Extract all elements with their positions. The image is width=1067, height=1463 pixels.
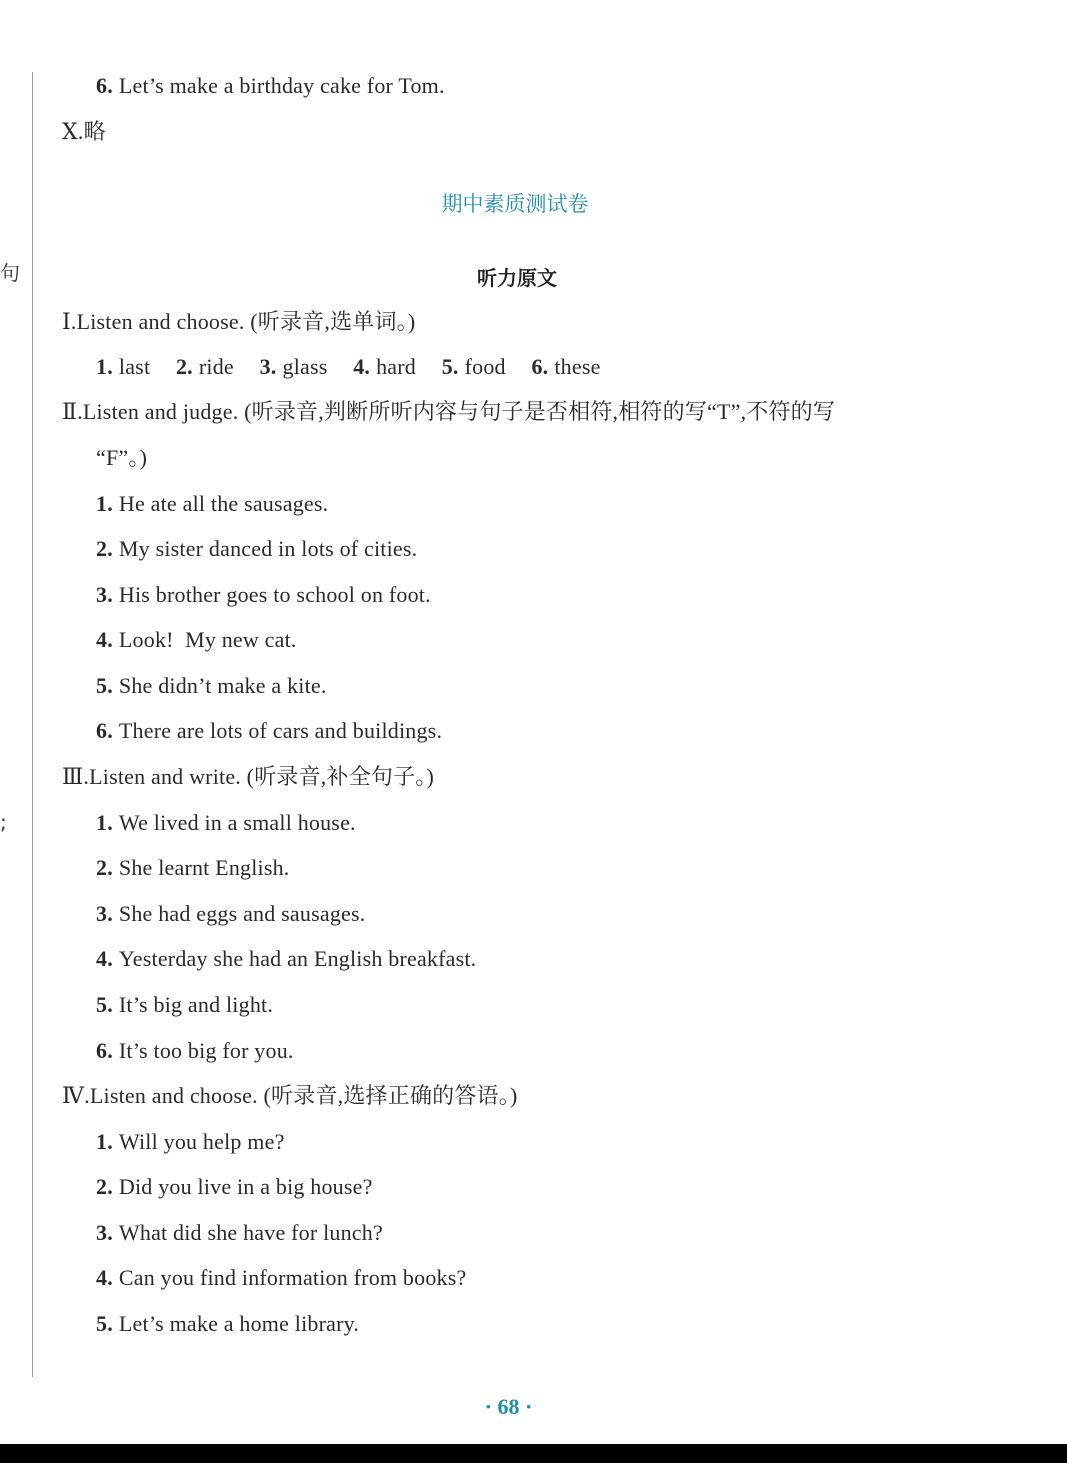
list-item: 2. My sister danced in lots of cities.	[96, 536, 418, 561]
edge-punctuation: ;	[0, 810, 7, 834]
section-text: Listen and judge. (听录音,判断所听内容与句子是否相符,相符的写“T”,不符的写	[82, 399, 836, 424]
edge-character: 句	[0, 261, 20, 285]
list-item: 6. There are lots of cars and buildings.	[96, 718, 443, 743]
list-item: 5. It’s big and light.	[96, 992, 274, 1017]
list-item: 4. Yesterday she had an English breakfast.	[96, 946, 477, 971]
roman-numeral: Ⅲ.	[62, 764, 90, 789]
section-text: Listen and choose. (听录音,选单词。)	[76, 309, 416, 334]
section-heading	[62, 399, 835, 425]
list-item	[96, 73, 445, 99]
section-heading	[62, 764, 434, 790]
section-heading	[62, 309, 415, 335]
list-item: 4. Can you find information from books?	[96, 1265, 467, 1290]
section-text: Listen and choose. (听录音,选择正确的答语。)	[89, 1083, 518, 1108]
list-item: 1. Will you help me?	[96, 1129, 285, 1154]
roman-numeral: Ⅳ.	[62, 1083, 90, 1108]
list-item: 1. We lived in a small house.	[96, 810, 356, 835]
roman-numeral: Ⅰ.	[62, 309, 77, 334]
list-item: 3. What did she have for lunch?	[96, 1220, 383, 1245]
section-text: Listen and write. (听录音,补全句子。)	[89, 764, 435, 789]
list-item: 5. She didn’t make a kite.	[96, 673, 327, 698]
section-text: 略	[83, 119, 106, 144]
page-number: · 68 ·	[484, 1394, 533, 1419]
word-item: 6. these	[531, 354, 601, 379]
list-item: 2. Did you live in a big house?	[96, 1174, 373, 1199]
word-item: 3. glass	[259, 354, 328, 379]
word-item: 4. hard	[353, 354, 417, 379]
list-item: 5. Let’s make a home library.	[96, 1311, 360, 1336]
section-heading-continued: “F”。)	[96, 445, 148, 470]
scan-border	[0, 1444, 1067, 1463]
list-item: 3. She had eggs and sausages.	[96, 901, 366, 926]
page-title: 期中素质测试卷	[441, 192, 589, 216]
word-item: 5. food	[441, 354, 506, 379]
page-subtitle: 听力原文	[477, 266, 557, 290]
word-item: 1. last	[96, 354, 151, 379]
list-item: 4. Look! My new cat.	[96, 627, 297, 652]
list-item: 1. He ate all the sausages.	[96, 491, 329, 516]
roman-numeral: Ⅹ.	[62, 119, 84, 144]
word-item: 2. ride	[175, 354, 234, 379]
list-item: 3. His brother goes to school on foot.	[96, 582, 431, 607]
list-item: 2. She learnt English.	[96, 855, 290, 880]
item-number: 6.	[96, 73, 113, 98]
list-item: 6. It’s too big for you.	[96, 1038, 294, 1063]
item-text: Let’s make a birthday cake for Tom.	[118, 73, 445, 98]
word-list	[96, 354, 621, 380]
roman-numeral: Ⅱ.	[62, 399, 83, 424]
section-heading	[62, 1083, 518, 1109]
section-heading	[62, 119, 106, 145]
